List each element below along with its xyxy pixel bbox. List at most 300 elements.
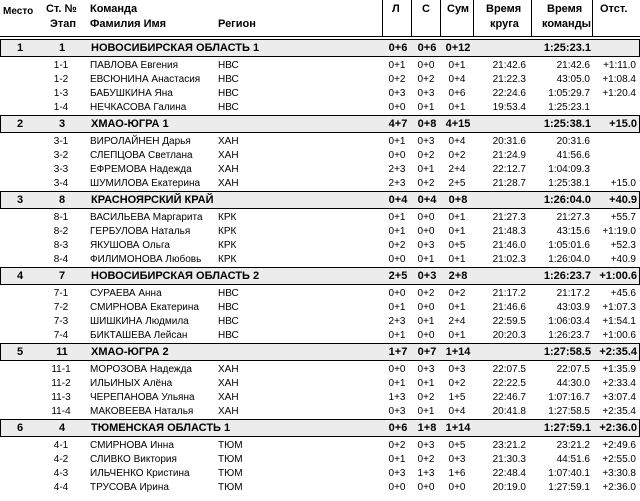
- athlete-region: ХАН: [218, 378, 239, 389]
- leg-team-time: 1:05:01.6: [548, 240, 590, 251]
- athlete-name: ШУМИЛОВА Екатерина: [90, 178, 201, 189]
- athlete-name: ИЛЬИНЫХ Алёна: [90, 378, 173, 389]
- athlete-name: СУРАЕВА Анна: [90, 288, 162, 299]
- leg-team-time: 43:05.0: [556, 74, 590, 85]
- leg-stage: 1-1: [53, 60, 69, 71]
- leg-stage: 4-1: [53, 440, 69, 451]
- leg-prone: 0+1: [388, 330, 406, 341]
- leg-prone: 0+1: [388, 212, 406, 223]
- leg-team-time: 1:25:23.1: [548, 102, 590, 113]
- leg-behind: +1:08.4: [602, 74, 636, 85]
- leg-prone: 0+3: [388, 468, 406, 479]
- leg-row: [0, 239, 640, 253]
- leg-stage: 3-2: [53, 150, 69, 161]
- athlete-region: НВС: [218, 302, 239, 313]
- athlete-region: КРК: [218, 226, 237, 237]
- leg-time: 21:46.6: [492, 302, 526, 313]
- athlete-region: ХАН: [218, 136, 239, 147]
- leg-standing: 0+2: [417, 392, 435, 403]
- leg-sum: 0+1: [448, 102, 466, 113]
- leg-standing: 0+2: [417, 150, 435, 161]
- header-divider: [382, 0, 383, 36]
- leg-prone: 0+2: [388, 74, 406, 85]
- leg-row: [0, 149, 640, 163]
- leg-prone: 1+3: [388, 392, 406, 403]
- leg-behind: +52.3: [610, 240, 636, 251]
- header-leg-time-2: круга: [490, 18, 519, 30]
- leg-standing: 0+2: [417, 178, 435, 189]
- leg-stage: 11-3: [51, 392, 71, 403]
- leg-behind: +40.9: [610, 254, 636, 265]
- team-behind: +40.9: [609, 194, 637, 206]
- leg-team-time: 1:06:03.4: [548, 316, 590, 327]
- leg-team-time: 21:17.2: [556, 288, 590, 299]
- athlete-region: НВС: [218, 88, 239, 99]
- leg-behind: +1:07.3: [602, 302, 636, 313]
- leg-prone: 0+0: [388, 364, 406, 375]
- team-row: [0, 39, 640, 57]
- leg-team-time: 1:05:29.7: [548, 88, 590, 99]
- leg-behind: +1:20.4: [602, 88, 636, 99]
- leg-standing: 0+2: [417, 288, 435, 299]
- header-leg-time-1: Время: [486, 3, 522, 15]
- leg-team-time: 1:27:59.1: [548, 482, 590, 493]
- leg-standing: 1+3: [417, 468, 435, 479]
- team-sum: 0+8: [448, 194, 468, 206]
- team-standing: 1+8: [417, 422, 437, 434]
- leg-stage: 8-4: [53, 254, 69, 265]
- leg-behind: +15.0: [610, 178, 636, 189]
- leg-behind: +2:35.4: [602, 406, 636, 417]
- athlete-name: СЛИВКО Виктория: [90, 454, 177, 465]
- team-sum: 1+14: [445, 346, 471, 358]
- leg-standing: 0+0: [417, 330, 435, 341]
- leg-stage: 7-2: [53, 302, 69, 313]
- leg-time: 21:46.0: [492, 240, 526, 251]
- athlete-name: ГЕРБУЛОВА Наталья: [90, 226, 191, 237]
- leg-prone: 0+0: [388, 102, 406, 113]
- leg-sum: 0+3: [448, 454, 466, 465]
- header-divider: [411, 0, 412, 36]
- leg-standing: 0+2: [417, 454, 435, 465]
- leg-time: 21:02.3: [492, 254, 526, 265]
- athlete-region: ХАН: [218, 364, 239, 375]
- leg-standing: 0+0: [417, 212, 435, 223]
- leg-behind: +45.6: [610, 288, 636, 299]
- team-start-number: 3: [58, 118, 66, 130]
- leg-stage: 8-3: [53, 240, 69, 251]
- table-header: [0, 0, 640, 36]
- leg-time: 21:27.3: [492, 212, 526, 223]
- athlete-name: НЕЧКАСОВА Галина: [90, 102, 187, 113]
- team-name: НОВОСИБИРСКАЯ ОБЛАСТЬ 2: [91, 270, 260, 282]
- leg-prone: 0+1: [388, 378, 406, 389]
- leg-standing: 0+1: [417, 164, 435, 175]
- athlete-region: НВС: [218, 330, 239, 341]
- leg-prone: 0+0: [388, 482, 406, 493]
- leg-behind: +1:00.6: [602, 330, 636, 341]
- leg-standing: 0+0: [417, 226, 435, 237]
- leg-standing: 0+3: [417, 440, 435, 451]
- team-behind: +2:36.0: [599, 422, 637, 434]
- leg-sum: 0+1: [448, 226, 466, 237]
- athlete-region: ХАН: [218, 178, 239, 189]
- leg-row: [0, 439, 640, 453]
- leg-sum: 2+4: [448, 164, 466, 175]
- team-time: 1:27:58.5: [543, 346, 591, 358]
- athlete-region: НВС: [218, 316, 239, 327]
- athlete-region: ХАН: [218, 150, 239, 161]
- leg-sum: 0+6: [448, 88, 466, 99]
- leg-team-time: 23:21.2: [556, 440, 590, 451]
- header-divider: [473, 0, 474, 36]
- team-row: [0, 267, 640, 285]
- leg-row: [0, 481, 640, 495]
- athlete-name: ВАСИЛЬЕВА Маргарита: [90, 212, 203, 223]
- leg-prone: 0+2: [388, 240, 406, 251]
- header-sum: Сум: [447, 3, 470, 15]
- leg-row: [0, 73, 640, 87]
- leg-sum: 1+5: [448, 392, 466, 403]
- leg-time: 22:07.5: [492, 364, 526, 375]
- leg-row: [0, 467, 640, 481]
- leg-sum: 0+5: [448, 240, 466, 251]
- leg-standing: 0+1: [417, 378, 435, 389]
- team-prone: 4+7: [388, 118, 408, 130]
- leg-behind: +1:11.0: [603, 60, 636, 71]
- leg-stage: 4-3: [53, 468, 69, 479]
- team-standing: 0+7: [417, 346, 437, 358]
- leg-prone: 0+0: [388, 150, 406, 161]
- leg-time: 21:30.3: [492, 454, 526, 465]
- team-sum: 0+12: [445, 42, 471, 54]
- leg-stage: 11-4: [51, 406, 71, 417]
- leg-time: 22:48.4: [492, 468, 526, 479]
- team-start-number: 11: [56, 346, 68, 358]
- leg-stage: 4-4: [53, 482, 69, 493]
- team-behind: +1:00.6: [599, 270, 637, 282]
- leg-sum: 0+1: [448, 60, 466, 71]
- leg-sum: 0+2: [448, 150, 466, 161]
- leg-sum: 0+4: [448, 406, 466, 417]
- athlete-region: КРК: [218, 240, 237, 251]
- athlete-name: БИКТАШЕВА Лейсан: [90, 330, 188, 341]
- team-row: [0, 343, 640, 361]
- athlete-region: ХАН: [218, 392, 239, 403]
- leg-prone: 0+1: [388, 302, 406, 313]
- leg-sum: 0+1: [448, 302, 466, 313]
- team-start-number: 7: [58, 270, 66, 282]
- team-place: 6: [16, 422, 24, 434]
- athlete-name: ТРУСОВА Ирина: [90, 482, 169, 493]
- leg-team-time: 1:26:23.7: [548, 330, 590, 341]
- team-place: 2: [16, 118, 24, 130]
- team-prone: 1+7: [388, 346, 408, 358]
- leg-behind: +1:54.1: [602, 316, 636, 327]
- team-name: НОВОСИБИРСКАЯ ОБЛАСТЬ 1: [91, 42, 260, 54]
- athlete-name: ЕФРЕМОВА Надежда: [90, 164, 192, 175]
- leg-time: 23:21.2: [492, 440, 526, 451]
- leg-behind: +2:55.0: [602, 454, 636, 465]
- leg-time: 20:20.3: [492, 330, 526, 341]
- athlete-name: МАКОВЕЕВА Наталья: [90, 406, 194, 417]
- team-prone: 2+5: [388, 270, 408, 282]
- team-place: 5: [16, 346, 24, 358]
- leg-standing: 0+3: [417, 364, 435, 375]
- team-sum: 2+8: [448, 270, 468, 282]
- leg-time: 20:19.0: [492, 482, 526, 493]
- team-start-number: 4: [58, 422, 66, 434]
- leg-team-time: 1:27:58.5: [548, 406, 590, 417]
- leg-standing: 0+3: [417, 88, 435, 99]
- athlete-region: НВС: [218, 60, 239, 71]
- leg-team-time: 44:30.0: [556, 378, 590, 389]
- team-row: [0, 419, 640, 437]
- leg-row: [0, 211, 640, 225]
- leg-row: [0, 329, 640, 343]
- header-team-time-1: Время: [547, 3, 583, 15]
- team-standing: 0+3: [417, 270, 437, 282]
- leg-prone: 0+1: [388, 136, 406, 147]
- athlete-name: СМИРНОВА Екатерина: [90, 302, 199, 313]
- leg-time: 21:28.7: [492, 178, 526, 189]
- leg-time: 22:22.5: [492, 378, 526, 389]
- leg-team-time: 44:51.6: [556, 454, 590, 465]
- leg-behind: +3:30.8: [602, 468, 636, 479]
- header-divider: [531, 0, 532, 36]
- leg-prone: 0+0: [388, 288, 406, 299]
- leg-standing: 0+0: [417, 302, 435, 313]
- leg-behind: +2:33.4: [602, 378, 636, 389]
- team-standing: 0+8: [417, 118, 437, 130]
- leg-prone: 2+3: [388, 164, 406, 175]
- leg-standing: 0+1: [417, 254, 435, 265]
- leg-stage: 3-1: [53, 136, 69, 147]
- leg-team-time: 21:42.6: [556, 60, 590, 71]
- leg-row: [0, 163, 640, 177]
- leg-row: [0, 59, 640, 73]
- leg-time: 20:41.8: [492, 406, 526, 417]
- team-prone: 0+6: [388, 422, 408, 434]
- leg-time: 21:22.3: [492, 74, 526, 85]
- leg-row: [0, 453, 640, 467]
- athlete-name: ВИРОЛАЙНЕН Дарья: [90, 136, 191, 147]
- athlete-region: ХАН: [218, 406, 239, 417]
- leg-standing: 0+1: [417, 102, 435, 113]
- leg-prone: 2+3: [388, 316, 406, 327]
- leg-standing: 0+3: [417, 136, 435, 147]
- header-region: Регион: [218, 18, 256, 30]
- leg-prone: 0+3: [388, 406, 406, 417]
- leg-time: 21:17.2: [492, 288, 526, 299]
- header-standing: С: [422, 3, 430, 15]
- leg-behind: +55.7: [610, 212, 636, 223]
- leg-stage: 7-1: [53, 288, 69, 299]
- leg-standing: 0+0: [417, 482, 435, 493]
- leg-prone: 0+1: [388, 60, 406, 71]
- header-bottom-rule: [0, 36, 640, 37]
- leg-prone: 2+3: [388, 178, 406, 189]
- team-prone: 0+4: [388, 194, 408, 206]
- leg-row: [0, 377, 640, 391]
- athlete-name: ИЛЬЧЕНКО Кристина: [90, 468, 190, 479]
- team-standing: 0+6: [417, 42, 437, 54]
- leg-sum: 0+1: [448, 212, 466, 223]
- leg-stage: 7-4: [53, 330, 69, 341]
- athlete-name: БАБУШКИНА Яна: [90, 88, 173, 99]
- athlete-name: ПАВЛОВА Евгения: [90, 60, 179, 71]
- leg-time: 22:59.5: [492, 316, 526, 327]
- athlete-region: ТЮМ: [218, 440, 243, 451]
- leg-sum: 0+1: [448, 254, 466, 265]
- leg-row: [0, 253, 640, 267]
- leg-stage: 8-1: [53, 212, 69, 223]
- team-start-number: 8: [58, 194, 66, 206]
- header-place: Место: [3, 6, 34, 17]
- leg-stage: 4-2: [53, 454, 69, 465]
- leg-team-time: 20:31.6: [556, 136, 590, 147]
- athlete-name: ЯКУШОВА Ольга: [90, 240, 170, 251]
- leg-row: [0, 101, 640, 115]
- team-start-number: 1: [58, 42, 66, 54]
- leg-team-time: 1:26:04.0: [548, 254, 590, 265]
- team-time: 1:25:38.1: [543, 118, 591, 130]
- leg-time: 22:24.6: [492, 88, 526, 99]
- leg-standing: 0+1: [417, 406, 435, 417]
- header-prone: Л: [392, 3, 400, 15]
- athlete-name: ФИЛИМОНОВА Любовь: [90, 254, 202, 265]
- team-name: КРАСНОЯРСКИЙ КРАЙ: [91, 194, 214, 206]
- leg-time: 19:53.4: [492, 102, 526, 113]
- team-behind: +15.0: [609, 118, 637, 130]
- leg-prone: 0+1: [388, 454, 406, 465]
- leg-sum: 2+5: [448, 178, 466, 189]
- leg-standing: 0+0: [417, 60, 435, 71]
- leg-time: 22:12.7: [492, 164, 526, 175]
- header-team-time-2: команды: [542, 18, 592, 30]
- athlete-region: КРК: [218, 254, 237, 265]
- leg-sum: 0+2: [448, 288, 466, 299]
- leg-behind: +2:36.0: [602, 482, 636, 493]
- leg-row: [0, 301, 640, 315]
- athlete-region: ТЮМ: [218, 482, 243, 493]
- athlete-name: ЕВСЮНИНА Анастасия: [90, 74, 201, 85]
- team-sum: 4+15: [445, 118, 471, 130]
- team-prone: 0+6: [388, 42, 408, 54]
- leg-stage: 11-2: [51, 378, 71, 389]
- leg-stage: 1-2: [53, 74, 69, 85]
- leg-sum: 0+5: [448, 440, 466, 451]
- athlete-name: МОРОЗОВА Надежда: [90, 364, 192, 375]
- leg-row: [0, 287, 640, 301]
- leg-behind: +1:19.0: [602, 226, 636, 237]
- header-divider: [440, 0, 441, 36]
- team-standing: 0+4: [417, 194, 437, 206]
- athlete-name: СЛЕПЦОВА Светлана: [90, 150, 193, 161]
- leg-row: [0, 87, 640, 101]
- leg-row: [0, 391, 640, 405]
- leg-standing: 0+2: [417, 74, 435, 85]
- team-name: ТЮМЕНСКАЯ ОБЛАСТЬ 1: [91, 422, 231, 434]
- athlete-region: НВС: [218, 288, 239, 299]
- leg-row: [0, 405, 640, 419]
- leg-row: [0, 363, 640, 377]
- leg-standing: 0+1: [417, 316, 435, 327]
- athlete-region: НВС: [218, 74, 239, 85]
- header-start-no: Ст. №: [46, 3, 77, 15]
- team-place: 4: [16, 270, 24, 282]
- team-row: [0, 115, 640, 133]
- leg-time: 20:31.6: [492, 136, 526, 147]
- header-name: Фамилия Имя: [90, 18, 167, 30]
- header-behind: Отст.: [600, 3, 628, 15]
- leg-row: [0, 225, 640, 239]
- leg-prone: 0+1: [388, 226, 406, 237]
- team-behind: +2:35.4: [599, 346, 637, 358]
- leg-stage: 11-1: [51, 364, 71, 375]
- leg-sum: 0+2: [448, 378, 466, 389]
- team-sum: 1+14: [445, 422, 471, 434]
- leg-stage: 3-3: [53, 164, 69, 175]
- athlete-name: СМИРНОВА Инна: [90, 440, 174, 451]
- leg-time: 21:48.3: [492, 226, 526, 237]
- leg-team-time: 43:03.9: [556, 302, 590, 313]
- team-name: ХМАО-ЮГРА 2: [91, 346, 169, 358]
- leg-time: 21:42.6: [492, 60, 526, 71]
- leg-prone: 0+0: [388, 254, 406, 265]
- leg-team-time: 1:25:38.1: [548, 178, 590, 189]
- leg-team-time: 21:27.3: [556, 212, 590, 223]
- leg-sum: 1+6: [448, 468, 466, 479]
- team-place: 3: [16, 194, 24, 206]
- leg-stage: 1-3: [53, 88, 69, 99]
- header-stage: Этап: [50, 18, 76, 30]
- team-place: 1: [16, 42, 24, 54]
- athlete-region: КРК: [218, 212, 237, 223]
- athlete-region: ТЮМ: [218, 454, 243, 465]
- leg-time: 22:46.7: [492, 392, 526, 403]
- leg-stage: 8-2: [53, 226, 69, 237]
- leg-sum: 2+4: [448, 316, 466, 327]
- team-time: 1:26:04.0: [543, 194, 591, 206]
- leg-behind: +2:49.6: [602, 440, 636, 451]
- leg-behind: +1:35.9: [602, 364, 636, 375]
- team-time: 1:26:23.7: [543, 270, 591, 282]
- leg-team-time: 22:07.5: [556, 364, 590, 375]
- leg-behind: +3:07.4: [602, 392, 636, 403]
- leg-standing: 0+3: [417, 240, 435, 251]
- leg-team-time: 43:15.6: [556, 226, 590, 237]
- leg-sum: 0+4: [448, 74, 466, 85]
- leg-sum: 0+1: [448, 330, 466, 341]
- athlete-region: ХАН: [218, 164, 239, 175]
- leg-row: [0, 315, 640, 329]
- leg-team-time: 1:04:09.3: [548, 164, 590, 175]
- athlete-name: ЧЕРЕПАНОВА Ульяна: [90, 392, 195, 403]
- leg-prone: 0+3: [388, 88, 406, 99]
- leg-team-time: 1:07:40.1: [548, 468, 590, 479]
- leg-row: [0, 135, 640, 149]
- team-time: 1:25:23.1: [543, 42, 591, 54]
- leg-team-time: 41:56.6: [556, 150, 590, 161]
- leg-sum: 0+4: [448, 136, 466, 147]
- athlete-region: НВС: [218, 102, 239, 113]
- header-divider: [592, 0, 593, 36]
- athlete-region: ТЮМ: [218, 468, 243, 479]
- leg-stage: 7-3: [53, 316, 69, 327]
- header-team: Команда: [90, 3, 138, 15]
- leg-stage: 1-4: [53, 102, 69, 113]
